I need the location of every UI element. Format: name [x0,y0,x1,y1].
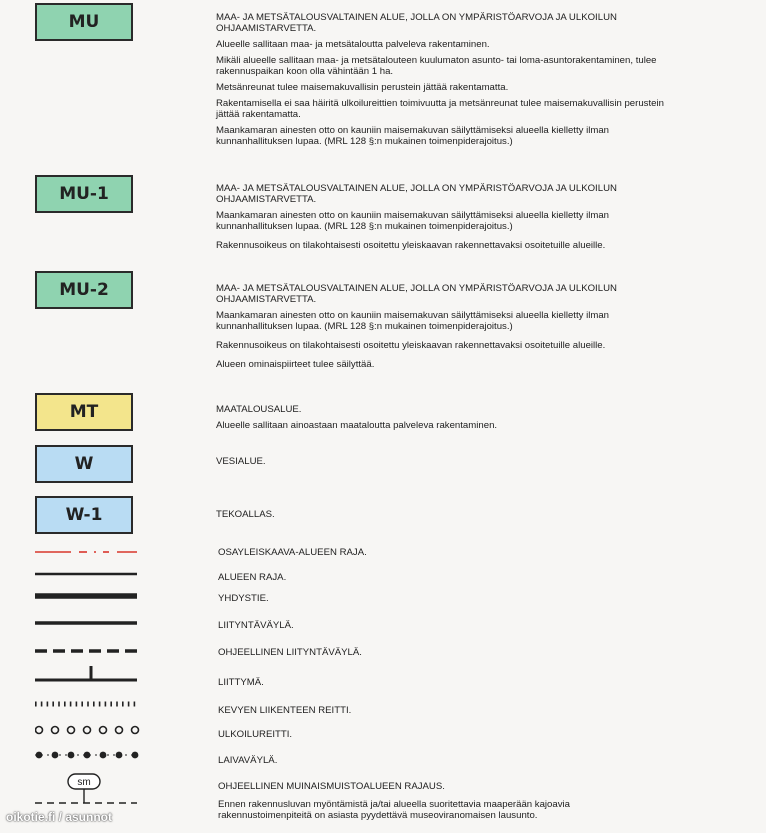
symbol-access-route [35,616,145,630]
desc-line: MAA- JA METSÄTALOUSVALTAINEN ALUE, JOLLA ON YMPÄRISTÖARVOJA JA ULKOILUN OHJAAMISTARVETTA. [216,183,617,205]
desc-line: Metsänreunat tulee maisemakuvallisin perustein jättää rakentamatta. [216,82,509,93]
legend-symbol-w: W [35,445,133,483]
label-antiquities-area: OHJEELLINEN MUINAISMUISTOALUEEN RAJAUS. [218,781,445,792]
desc-line: MAA- JA METSÄTALOUSVALTAINEN ALUE, JOLLA ON YMPÄRISTÖARVOJA JA ULKOILUN OHJAAMISTARVETTA. [216,283,617,305]
desc-line: Maankamaran ainesten otto on kauniin maisemakuvan säilyttämiseksi alueella kielletty ilman kunnanhallituksen lupaa. (MRL 128 §:n mukainen toimenpiderajoitus.) [216,125,610,147]
desc-line: Rakennusoikeus on tilakohtaisesti osoitettu yleiskaavan rakennettavaksi osoitetuille alueille. [216,240,606,251]
desc-line: Rakennusoikeus on tilakohtaisesti osoitettu yleiskaavan rakennettavaksi osoitetuille alueille. [216,340,606,351]
label-light-traffic-route: KEVYEN LIIKENTEEN REITTI. [218,705,352,716]
legend-desc-mu [216,12,686,152]
symbol-outdoor-route [35,722,145,738]
watermark: oikotie.fi / asunnot [6,810,113,824]
label-fairway: LAIVAVÄYLÄ. [218,755,278,766]
symbol-partial-plan-boundary [35,545,145,559]
sm-label: sm [77,777,91,788]
legend-desc-w [216,456,686,472]
symbol-junction [35,661,145,685]
legend-desc-mu-2 [216,283,686,375]
desc-line: MAA- JA METSÄTALOUSVALTAINEN ALUE, JOLLA ON YMPÄRISTÖARVOJA JA ULKOILUN OHJAAMISTARVETTA. [216,12,617,34]
legend-symbol-mu: MU [35,3,133,41]
desc-line: Maankamaran ainesten otto on kauniin maisemakuvan säilyttämiseksi alueella kielletty ilman kunnanhallituksen lupaa. (MRL 128 §:n mukainen toimenpiderajoitus.) [216,210,610,232]
symbol-antiquities-area [35,772,145,808]
desc-line: MAATALOUSALUE. [216,404,302,415]
label-partial-plan-boundary: OSAYLEISKAAVA-ALUEEN RAJA. [218,547,367,558]
legend-symbol-mu-1: MU-1 [35,175,133,213]
symbol-fairway [35,747,145,763]
legend-desc-mu-1 [216,183,686,256]
desc-line: VESIALUE. [216,456,266,467]
legend-symbol-mu-2: MU-2 [35,271,133,309]
label-access-route: LIITYNTÄVÄYLÄ. [218,620,294,631]
desc-line: Mikäli alueelle sallitaan maa- ja metsätalouteen kuulumaton asunto- tai loma-asuntorakentaminen, tulee rakennuspaikan koon olla vähintään 1 ha. [216,55,657,77]
symbol-light-traffic-route [35,697,145,711]
symbol-indicative-access-route [35,644,145,658]
label-junction: LIITTYMÄ. [218,677,264,688]
desc-line: Alueelle sallitaan maa- ja metsätaloutta palveleva rakentaminen. [216,39,490,50]
legend-desc-w-1 [216,509,686,525]
desc-line: Rakentamisella ei saa häiritä ulkoilureittien toimivuutta ja metsänreunat tulee maisemakuvallisin perustein jättää rakentamatta. [216,98,664,120]
label-outdoor-route: ULKOILUREITTI. [218,729,293,740]
label-area-boundary: ALUEEN RAJA. [218,572,287,583]
desc-line: Maankamaran ainesten otto on kauniin maisemakuvan säilyttämiseksi alueella kielletty ilman kunnanhallituksen lupaa. (MRL 128 §:n mukainen toimenpiderajoitus.) [216,310,610,332]
desc-line: Alueelle sallitaan ainoastaan maataloutta palveleva rakentaminen. [216,420,498,431]
label-connecting-road: YHDYSTIE. [218,593,269,604]
antiquities-note: Ennen rakennusluvan myöntämistä ja/tai alueella suoritettavia maaperään kajoavia rakennustoimenpiteitä on asiasta pyydettävä museoviranomaisen lausunto. [218,799,570,821]
legend-symbol-mt: MT [35,393,133,431]
legend-symbol-w-1: W-1 [35,496,133,534]
label-indicative-access-route: OHJEELLINEN LIITYNTÄVÄYLÄ. [218,647,362,658]
desc-line: Alueen ominaispiirteet tulee säilyttää. [216,359,375,370]
legend-desc-mt [216,404,686,436]
desc-line: TEKOALLAS. [216,509,275,520]
symbol-area-boundary [35,567,145,581]
symbol-connecting-road [35,589,145,603]
